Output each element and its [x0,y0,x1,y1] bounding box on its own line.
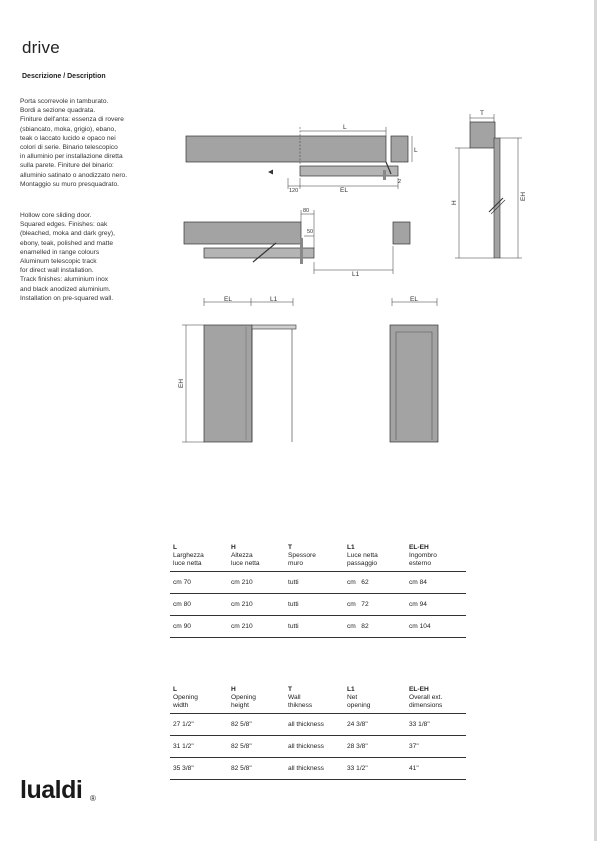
door-frame [390,325,438,442]
table-cell: 41" [409,764,419,772]
registered-mark: ® [90,794,96,803]
table-cell: cm 80 [173,600,191,608]
front-dim-L1: L1 [270,296,278,303]
table-cell: cm 62 [347,578,369,586]
description-line: and black anodized aluminium. [20,285,111,293]
description-line: sulla parete. Finiture del binario: [20,162,114,170]
side-section-view [451,110,527,258]
table-cell: 33 1/8" [409,720,430,728]
table-cell: 82 5/8" [231,720,252,728]
header-cell: L Larghezza luce netta [173,544,204,567]
header-cell: L1 Luce netta passaggio [347,544,378,567]
description-line: for direct wall installation. [20,267,94,275]
table-cell: 33 1/2" [347,764,368,772]
dim-120: 120 [289,188,299,194]
table-cell: 31 1/2" [173,742,194,750]
header-cell: L1 Net opening [347,686,371,709]
section-subheading: Descrizione / Description [22,73,106,80]
description-line: alluminio satinato o anodizzato nero. [20,171,128,179]
table-cell: 82 5/8" [231,742,252,750]
table-cell: cm 94 [409,600,427,608]
description-line: Hollow core sliding door. [20,212,92,219]
dimensions-table-imperial [170,682,466,780]
brand-logo: lualdi [20,776,83,804]
description-line: Montaggio su muro presquadrato. [20,180,119,188]
dim-80: 80 [303,208,310,214]
dim-L-side: L [414,147,418,154]
table-row [170,714,466,736]
description-line: Aluminum telescopic track [20,258,97,266]
header-cell: T Wall thikness [288,686,313,709]
description-line: Porta scorrevole in tamburato. [20,98,109,105]
table-cell: cm 104 [409,622,431,630]
header-cell: EL-EH Overall ext. dimensions [409,686,443,709]
table-cell: all thickness [288,742,324,750]
wall-jamb [393,222,410,244]
dim-EL: EL [340,187,348,194]
wall-jamb [391,136,408,162]
table-cell: 35 3/8" [173,764,194,772]
dim-2: 2 [398,179,402,185]
table-header [170,540,466,572]
table-cell: tutti [288,622,299,630]
table-cell: 24 3/8" [347,720,368,728]
door-panel [204,325,252,442]
table-cell: 37" [409,742,419,750]
table-cell: cm 70 [173,578,191,586]
table-cell: cm 90 [173,622,191,630]
header-cell: EL-EH Ingombro esterno [409,544,437,567]
product-title: drive [22,38,60,57]
wall-section [186,136,386,162]
table-cell: cm 84 [409,578,427,586]
header-cell: T Spessore muro [288,544,316,567]
table-cell: 27 1/2" [173,720,194,728]
table-cell: cm 72 [347,600,369,608]
table-cell: cm 210 [231,600,253,608]
description-line: teak o laccato lucido e opaco nei [20,134,116,142]
dim-50: 50 [307,229,314,235]
table-row [170,616,466,638]
description-line: in alluminio per installazione diretta [20,153,123,161]
plan-view-top [186,124,418,194]
table-row [170,572,466,594]
table-row [170,758,466,780]
dimensions-table-metric [170,540,466,638]
description-line: Squared edges. Finishes: oak [20,221,108,229]
table-cell: cm 210 [231,578,253,586]
table-row [170,736,466,758]
back-dim-EL: EL [410,296,418,303]
table-cell: tutti [288,600,299,608]
description-line: Installation on pre-squared wall. [20,294,114,302]
door-side-section [494,138,500,258]
front-dim-EH: EH [178,378,185,388]
description-line: enamelled in range colours [20,248,100,256]
dim-EH: EH [520,191,527,201]
header-cell: H Altezza luce netta [231,544,260,567]
plan-view-open [184,208,410,278]
table-cell: 82 5/8" [231,764,252,772]
description-line: colori di serie. Binario telescopico [20,144,118,152]
table-cell: all thickness [288,720,324,728]
table-row [170,594,466,616]
header-cell: H Opening height [231,686,256,709]
description-line: Finiture dell'anta: essenza di rovere [20,116,124,124]
header-cell: L Opening width [173,686,198,709]
dim-L1: L1 [352,271,360,278]
dim-L: L [343,124,347,131]
description-line: (sbiancato, moka, grigio), ebano, [20,125,117,133]
front-elevation [178,296,296,442]
dim-H: H [451,200,458,205]
table-cell: cm 210 [231,622,253,630]
dim-T: T [480,110,484,117]
back-elevation [390,296,438,442]
description-line: ebony, teak, polished and matte [20,239,113,247]
description-line: (bleached, moka and dark grey), [20,230,115,238]
table-header [170,682,466,714]
table-cell: all thickness [288,764,324,772]
front-dim-EL: EL [224,296,232,303]
description-line: Bordi a sezione quadrata. [20,107,96,115]
description-line: Track finishes: aluminium inox [20,276,109,284]
table-cell: 28 3/8" [347,742,368,750]
table-cell: cm 82 [347,622,369,630]
wall-section [184,222,301,244]
wall-top-section [470,122,495,148]
sliding-track [252,325,296,329]
table-cell: tutti [288,578,299,586]
